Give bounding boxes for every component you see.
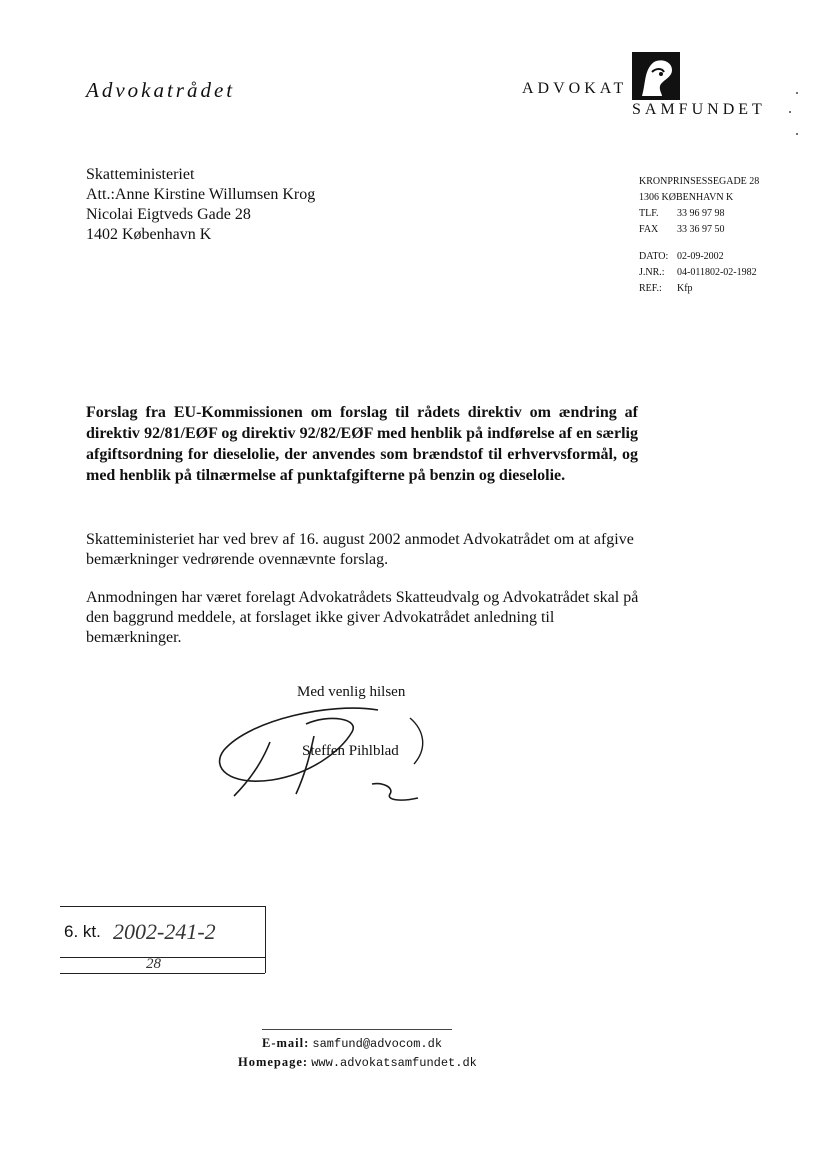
fax-label: FAX <box>639 224 659 235</box>
footer-email <box>238 1034 477 1053</box>
stamp-divider <box>60 973 265 974</box>
recipient-line: 1402 København K <box>86 226 212 243</box>
date-value: 02-09-2002 <box>677 251 724 262</box>
recipient-line: Skatteministeriet <box>86 166 195 183</box>
org-name: Advokatrådet <box>86 78 236 102</box>
recipient-line: Nicolai Eigtveds Gade 28 <box>86 206 251 223</box>
meta-jnr <box>639 265 757 281</box>
fax-value: 33 36 97 50 <box>677 224 725 235</box>
sender-city: 1306 KØBENHAVN K <box>639 192 734 203</box>
phone-value: 33 96 97 98 <box>677 208 725 219</box>
homepage-link[interactable]: www.advokatsamfundet.dk <box>311 1056 477 1070</box>
recipient-line: Att.:Anne Kirstine Willumsen Krog <box>86 186 316 203</box>
scan-speck <box>789 111 791 113</box>
letter-subject: Forslag fra EU-Kommissionen om forslag til rådets direktiv om ændring af direktiv 92/81/EØF og direktiv 92/82/EØF med henblik på indførelse af en særlig afgiftsordning for dieselolie, der anvendes som brændstof til erhvervsformål, og med henblik på tilnærmelse af punktafgifterne på benzin og dieselolie. <box>86 404 638 484</box>
letter-meta <box>639 249 757 297</box>
sender-phone <box>639 206 759 222</box>
stamp-case-number: 2002-241-2 <box>113 919 216 944</box>
date-label: DATO: <box>639 251 669 262</box>
stamp-divider <box>60 957 265 958</box>
logo-text-samfundet: SAMFUNDET <box>632 101 766 118</box>
jnr-value: 04-011802-02-1982 <box>677 267 757 278</box>
signatory-name: Steffen Pihlblad <box>302 743 399 759</box>
sender-address <box>639 174 759 238</box>
email-label: E-mail: <box>262 1036 310 1050</box>
phone-label: TLF. <box>639 208 659 219</box>
meta-ref <box>639 281 757 297</box>
sender-fax <box>639 222 759 238</box>
ref-value: Kfp <box>677 283 693 294</box>
scan-speck <box>796 92 798 94</box>
footer-homepage <box>238 1053 477 1072</box>
ref-label: REF.: <box>639 283 662 294</box>
meta-date <box>639 249 757 265</box>
body-paragraph: Skatteministeriet har ved brev af 16. august 2002 anmodet Advokatrådet om at afgive bemærkninger vedrørende ovennævnte forslag. <box>86 531 634 568</box>
email-link[interactable]: samfund@advocom.dk <box>312 1037 443 1051</box>
footer <box>238 1034 477 1072</box>
logo-text-advokat: ADVOKAT <box>522 80 628 97</box>
logo-emblem-icon <box>632 52 680 100</box>
closing-greeting: Med venlig hilsen <box>297 684 406 700</box>
jnr-label: J.NR.: <box>639 267 665 278</box>
stamp-prefix: 6. kt. <box>64 922 101 941</box>
scan-speck <box>796 133 798 135</box>
recipient-address <box>86 165 315 245</box>
homepage-label: Homepage: <box>238 1055 309 1069</box>
sender-street: KRONPRINSESSEGADE 28 <box>639 176 760 187</box>
footer-divider <box>262 1029 452 1030</box>
body-paragraph: Anmodningen har været forelagt Advokatrådets Skatteudvalg og Advokatrådet skal på den baggrund meddele, at forslaget ikke giver Advokatrådet anledning til bemærkninger. <box>86 589 639 646</box>
stamp-sub-number: 28 <box>146 956 161 972</box>
